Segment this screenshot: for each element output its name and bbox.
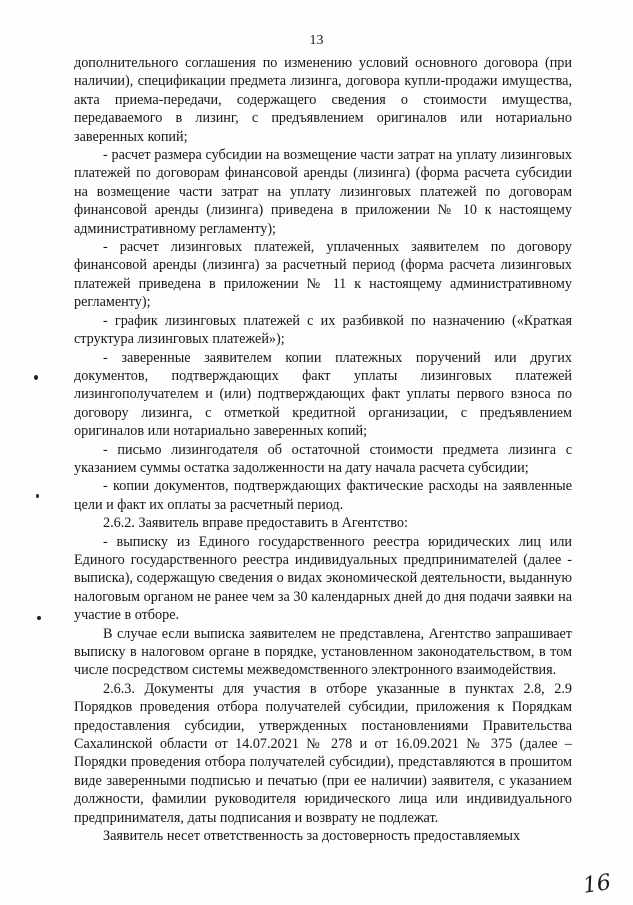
paragraph: Заявитель несет ответственность за достоверность предоставляемых xyxy=(103,828,521,845)
paragraph: - копии документов, подтверждающих фактические расходы на заявленные цели и факт их оплаты за расчетный период. xyxy=(74,478,572,513)
paragraph: 2.6.2. Заявитель вправе предоставить в Агентство: xyxy=(103,515,408,532)
page-number: 13 xyxy=(309,33,324,48)
paragraph: - письмо лизингодателя об остаточной стоимости предмета лизинга с указанием суммы остатка задолженности на дату начала расчета субсидии; xyxy=(74,441,572,476)
paragraph: дополнительного соглашения по изменению условий основного договора (при наличии), спецификации предмета лизинга, договора купли-продажи имущества, акта приема-передачи, содержащего сведения о стоимости имущества, передаваемого в лизинг, с предъявлением оригиналов или нотариально заверенных копий; xyxy=(74,55,572,145)
paragraph: - выписку из Единого государственного реестра юридических лиц или Единого государственного реестра индивидуальных предпринимателей (далее - выписка), содержащую сведения о видах экономической деятельности, выданную налоговым органом не ранее чем за 30 календарных дней до дня подачи заявки на участие в отборе. xyxy=(74,533,572,624)
paragraph: - расчет лизинговых платежей, уплаченных заявителем по договору финансовой аренды (лизинга) за расчетный период (форма расчета лизинговых платежей приведена в приложении № 11 к настоящему административному регламенту); xyxy=(74,239,572,311)
scan-speck xyxy=(34,375,38,380)
scan-speck xyxy=(36,494,39,498)
paragraph: - график лизинговых платежей с их разбивкой по назначению («Краткая структура лизинговых платежей»); xyxy=(74,312,572,348)
paragraph: 2.6.3. Документы для участия в отборе указанные в пунктах 2.8, 2.9 Порядков проведения отбора получателей субсидии, приложения к Порядкам предоставления субсидии, утвержденных постановлениями Правительства Сахалинской области от 14.07.2021 № 278 и от 16.09.2021 № 375 (далее – Порядки проведения отбора получателей субсидии), представляются в прошитом виде заверенными подписью и печатью (при ее наличии) заявителя, с указанием должности, фамилии руководителя юридического лица или индивидуального предпринимателя, даты подписания и возврату не подлежат. xyxy=(74,680,572,826)
document-body xyxy=(74,54,572,845)
handwritten-page-mark: 16 xyxy=(581,870,613,899)
paragraph: - расчет размера субсидии на возмещение части затрат на уплату лизинговых платежей по договорам финансовой аренды (лизинга) (форма расчета субсидии на возмещение части затрат на уплату лизинговых платежей по договорам финансовой аренды (лизинга) приведена в приложении № 10 к настоящему административному регламенту); xyxy=(74,147,572,237)
paragraph: - заверенные заявителем копии платежных поручений или других документов, подтверждающих факт уплаты лизинговых платежей лизингополучателем и (или) подтверждающих факт уплаты первого взноса по договору лизинга, с отметкой кредитной организации, с предъявлением оригиналов или нотариально заверенных копий; xyxy=(74,349,572,440)
paragraph: В случае если выписка заявителем не представлена, Агентство запрашивает выписку в налоговом органе в порядке, установленном законодательством, в том числе посредством системы межведомственного электронного взаимодействия. xyxy=(74,625,572,679)
scan-speck xyxy=(37,616,41,620)
